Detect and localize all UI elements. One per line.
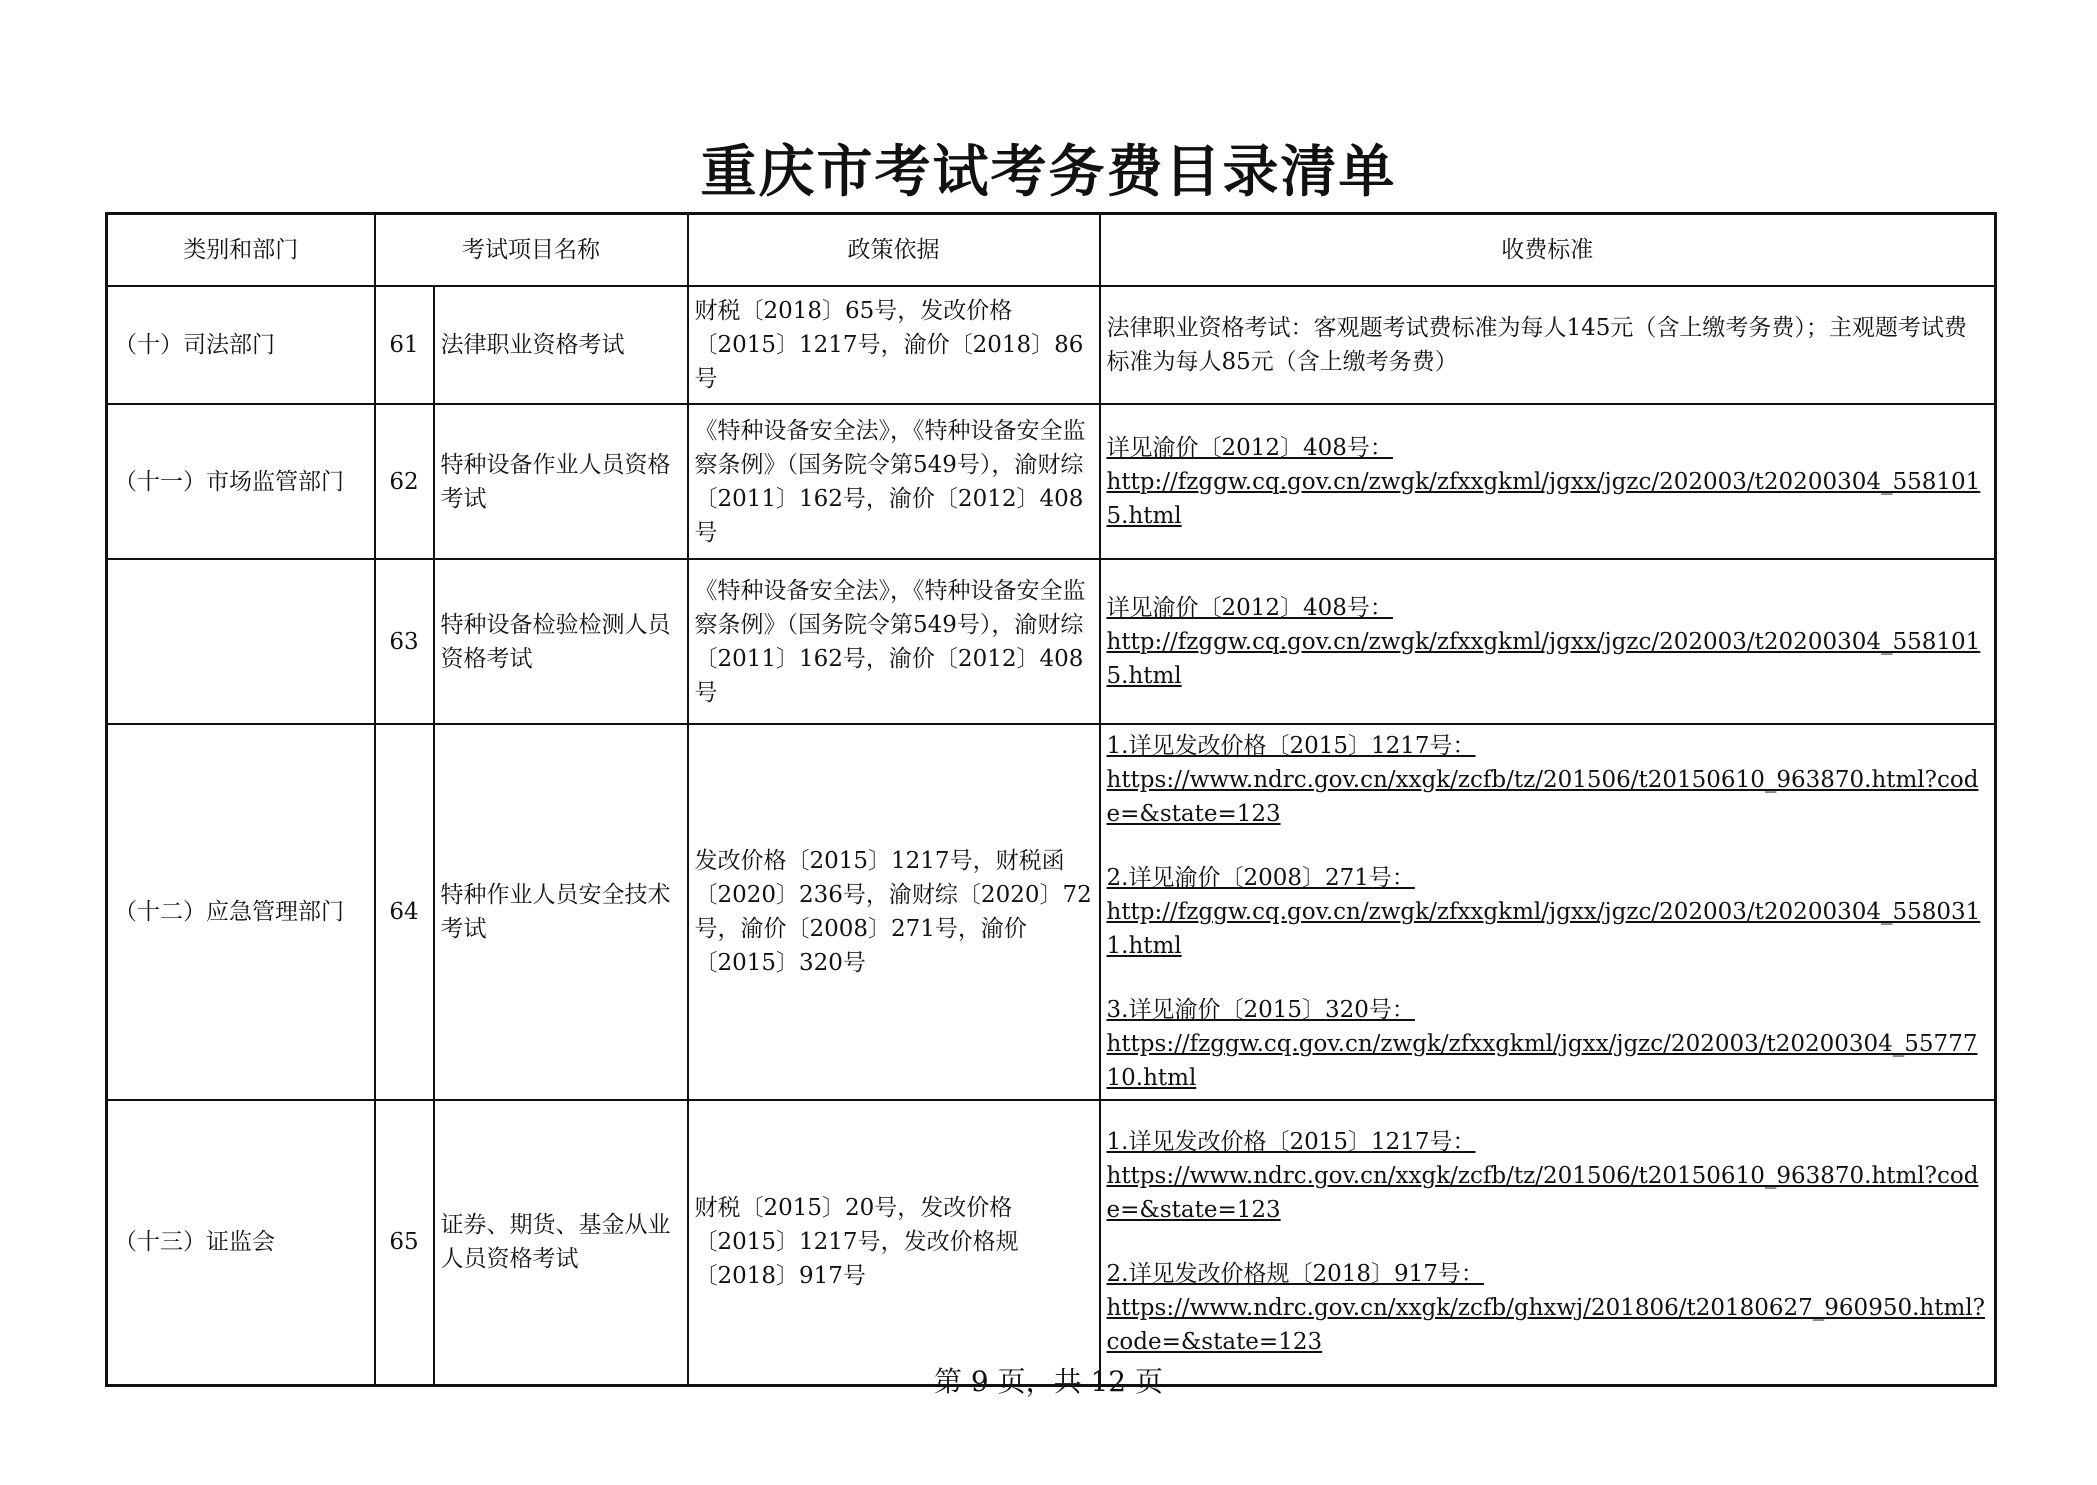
number-cell: 63 [375, 559, 434, 724]
exam-cell: 证券、期货、基金从业人员资格考试 [434, 1100, 688, 1385]
page-title: 重庆市考试考务费目录清单 [700, 139, 1397, 205]
policy-cell: 《特种设备安全法》，《特种设备安全监察条例》（国务院令第549号），渝财综〔2011〕162号，渝价〔2012〕408号 [688, 404, 1100, 559]
fee-cell [1100, 404, 1996, 559]
fee-item [1107, 1257, 1989, 1359]
fee-cell [1100, 559, 1996, 724]
fee-url-link[interactable]: https://www.ndrc.gov.cn/xxgk/zcfb/ghxwj/201806/t20180627_960950.html?code=&state=123 [1106, 1295, 1985, 1356]
fee-url-link[interactable]: https://fzggw.cq.gov.cn/zwgk/zfxxgkml/jgxx/jgzc/202003/t20200304_5577710.html [1106, 1031, 1978, 1091]
fee-url-link[interactable]: http://fzggw.cq.gov.cn/zwgk/zfxxgkml/jgxx/jgzc/202003/t20200304_5580311.html [1106, 899, 1981, 959]
page-number: 第 9 页，共 12 页 [933, 1365, 1164, 1398]
policy-cell: 财税〔2018〕65号，发改价格〔2015〕1217号，渝价〔2018〕86号 [688, 286, 1100, 404]
policy-cell: 《特种设备安全法》，《特种设备安全监察条例》（国务院令第549号），渝财综〔2011〕162号，渝价〔2012〕408号 [688, 559, 1100, 724]
fee-url-link[interactable]: http://fzggw.cq.gov.cn/zwgk/zfxxgkml/jgxx/jgzc/202003/t20200304_5581015.html [1106, 468, 1981, 529]
category-cell: （十）司法部门 [107, 286, 375, 404]
header-policy: 政策依据 [688, 214, 1100, 287]
table-row [107, 286, 1996, 404]
header-category: 类别和部门 [107, 214, 375, 287]
exam-cell: 特种设备检验检测人员资格考试 [434, 559, 688, 724]
table-row [107, 1100, 1996, 1385]
fee-label-link[interactable]: 详见渝价〔2012〕408号： [1106, 594, 1393, 621]
table-row [107, 404, 1996, 559]
fee-cell [1100, 724, 1996, 1100]
number-cell: 65 [375, 1100, 434, 1385]
number-cell: 61 [375, 286, 434, 404]
number-cell: 64 [375, 724, 434, 1100]
table-header-row [107, 214, 1996, 287]
fee-item [1107, 861, 1989, 963]
fee-label-link[interactable]: 2.详见发改价格规〔2018〕917号： [1106, 1261, 1484, 1288]
fee-label-link[interactable]: 1.详见发改价格〔2015〕1217号： [1106, 1129, 1476, 1156]
fee-cell [1100, 1100, 1996, 1385]
exam-cell: 法律职业资格考试 [434, 286, 688, 404]
category-cell: （十二）应急管理部门 [107, 724, 375, 1100]
fee-label-link[interactable]: 2.详见渝价〔2008〕271号： [1106, 865, 1415, 891]
fee-table [105, 212, 1997, 1387]
table-row [107, 724, 1996, 1100]
table-row [107, 559, 1996, 724]
fee-label-link[interactable]: 3.详见渝价〔2015〕320号： [1106, 997, 1415, 1023]
header-fee: 收费标准 [1100, 214, 1996, 287]
category-cell [107, 559, 375, 724]
policy-cell: 财税〔2015〕20号，发改价格〔2015〕1217号，发改价格规〔2018〕917号 [688, 1100, 1100, 1385]
fee-url-link[interactable]: https://www.ndrc.gov.cn/xxgk/zcfb/tz/201506/t20150610_963870.html?code=&state=123 [1106, 1163, 1979, 1224]
fee-item [1107, 993, 1989, 1095]
fee-item [1107, 1125, 1989, 1227]
number-cell: 62 [375, 404, 434, 559]
header-exam: 考试项目名称 [375, 214, 688, 287]
fee-item [1107, 729, 1989, 831]
category-cell: （十三）证监会 [107, 1100, 375, 1385]
fee-url-link[interactable]: https://www.ndrc.gov.cn/xxgk/zcfb/tz/201506/t20150610_963870.html?code=&state=123 [1106, 767, 1979, 827]
fee-label-link[interactable]: 1.详见发改价格〔2015〕1217号： [1106, 733, 1476, 759]
fee-cell: 法律职业资格考试：客观题考试费标准为每人145元（含上缴考务费）；主观题考试费标准为每人85元（含上缴考务费） [1100, 286, 1996, 404]
fee-label-link[interactable]: 详见渝价〔2012〕408号： [1106, 434, 1393, 461]
category-cell: （十一）市场监管部门 [107, 404, 375, 559]
policy-cell: 发改价格〔2015〕1217号，财税函〔2020〕236号，渝财综〔2020〕72号，渝价〔2008〕271号，渝价〔2015〕320号 [688, 724, 1100, 1100]
exam-cell: 特种设备作业人员资格考试 [434, 404, 688, 559]
fee-url-link[interactable]: http://fzggw.cq.gov.cn/zwgk/zfxxgkml/jgxx/jgzc/202003/t20200304_5581015.html [1106, 628, 1981, 689]
exam-cell: 特种作业人员安全技术考试 [434, 724, 688, 1100]
